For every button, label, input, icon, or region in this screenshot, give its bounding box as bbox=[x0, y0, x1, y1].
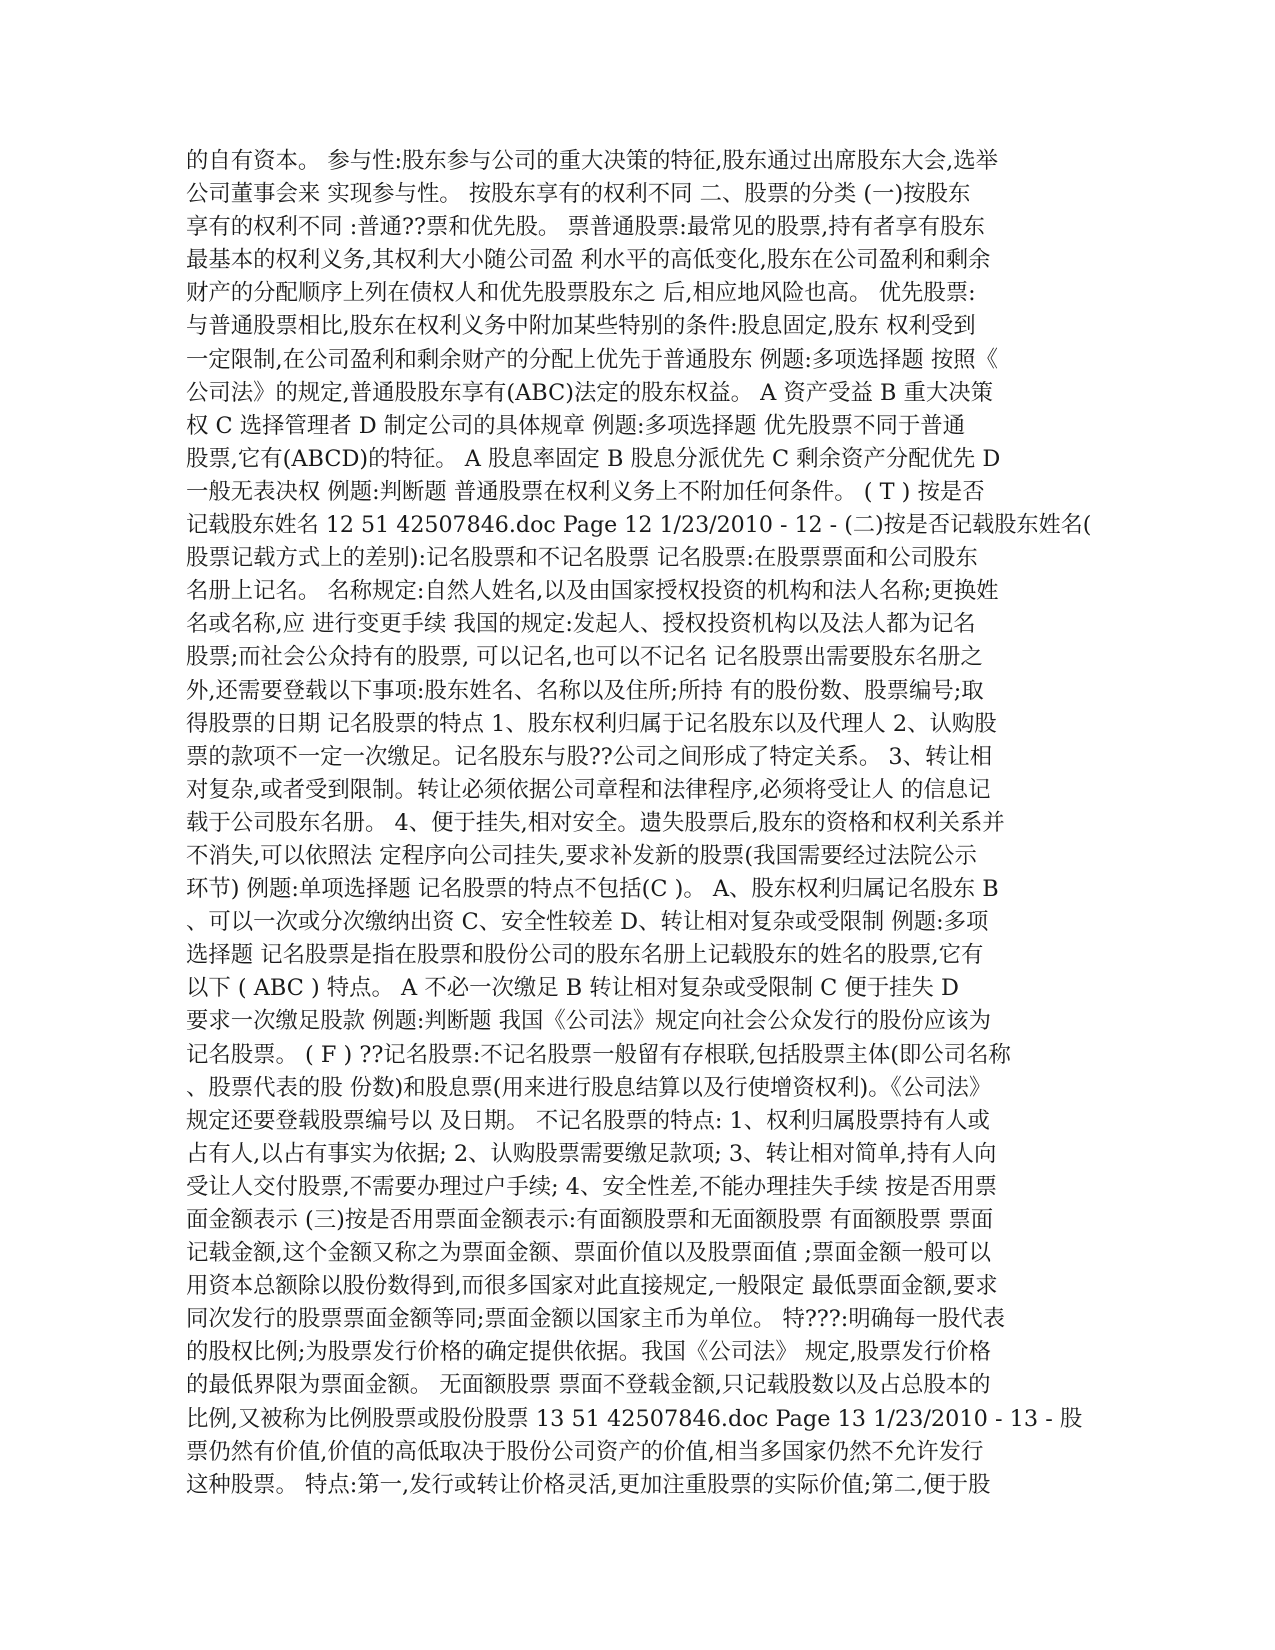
text-line: 这种股票。 特点:第一,发行或转让价格灵活,更加注重股票的实际价值;第二,便于股 bbox=[186, 1471, 991, 1498]
text-line: 票仍然有价值,价值的高低取决于股份公司资产的价值,相当多国家仍然不允许发行 bbox=[186, 1438, 984, 1465]
text-line: 的股权比例;为股票发行价格的确定提供依据。我国《公司法》 规定,股票发行价格 bbox=[186, 1339, 991, 1366]
text-line: 享有的权利不同 :普通??票和优先股。 票普通股票:最常见的股票,持有者享有股东 bbox=[186, 214, 985, 241]
text-line: 公司法》的规定,普通股股东享有(ABC)法定的股东权益。 A 资产受益 B 重大决策 bbox=[186, 379, 994, 406]
text-line: 选择题 记名股票是指在股票和股份公司的股东名册上记载股东的姓名的股票,它有 bbox=[186, 942, 984, 969]
text-line: 权 C 选择管理者 D 制定公司的具体规章 例题:多项选择题 优先股票不同于普通 bbox=[186, 412, 965, 439]
text-line: 最基本的权利义务,其权利大小随公司盈 利水平的高低变化,股东在公司盈利和剩余 bbox=[186, 247, 991, 274]
text-line: 对复杂,或者受到限制。转让必须依据公司章程和法律程序,必须将受让人 的信息记 bbox=[186, 776, 991, 803]
text-line: 得股票的日期 记名股票的特点 1、股东权利归属于记名股东以及代理人 2、认购股 bbox=[186, 710, 997, 737]
text-line: 记载金额,这个金额又称之为票面金额、票面价值以及股票面值 ;票面金额一般可以 bbox=[186, 1240, 991, 1267]
text-line: 的最低界限为票面金额。 无面额股票 票面不登载金额,只记载股数以及占总股本的 bbox=[186, 1372, 991, 1399]
text-line: 股票,它有(ABCD)的特征。 A 股息率固定 B 股息分派优先 C 剩余资产分配优先 D bbox=[186, 445, 1001, 472]
text-line: 与普通股票相比,股东在权利义务中附加某些特别的条件:股息固定,股东 权利受到 bbox=[186, 313, 976, 340]
text-line: 股票记载方式上的差别):记名股票和不记名股票 记名股票:在股票票面和公司股东 bbox=[186, 545, 978, 572]
text-line: 名或名称,应 进行变更手续 我国的规定:发起人、授权投资机构以及法人都为记名 bbox=[186, 611, 976, 638]
text-line: 载于公司股东名册。 4、便于挂失,相对安全。遗失股票后,股东的资格和权利关系并 bbox=[186, 809, 1005, 836]
text-line: 面金额表示 (三)按是否用票面金额表示:有面额股票和无面额股票 有面额股票 票面 bbox=[186, 1207, 994, 1233]
text-line: 规定还要登载股票编号以 及日期。 不记名股票的特点: 1、权利归属股票持有人或 bbox=[186, 1107, 990, 1134]
text-line: 不消失,可以依照法 定程序向公司挂失,要求补发新的股票(我国需要经过法院公示 bbox=[186, 842, 977, 869]
text-line: 记载股东姓名 12 51 42507846.doc Page 12 1/23/2010 - 12 - (二)按是否记载股东姓名( bbox=[186, 512, 1092, 539]
text-line: 同次发行的股票票面金额等同;票面金额以国家主币为单位。 特???:明确每一股代表 bbox=[186, 1306, 1005, 1333]
document-body bbox=[186, 145, 1096, 1502]
text-line: 的自有资本。 参与性:股东参与公司的重大决策的特征,股东通过出席股东大会,选举 bbox=[186, 148, 999, 174]
text-line: 、可以一次或分次缴纳出资 C、安全性较差 D、转让相对复杂或受限制 例题:多项 bbox=[186, 909, 989, 936]
text-line: 财产的分配顺序上列在债权人和优先股票股东之 后,相应地风险也高。 优先股票: bbox=[186, 280, 976, 307]
text-line: 受让人交付股票,不需要办理过户手续; 4、安全性差,不能办理挂失手续 按是否用票 bbox=[186, 1173, 998, 1200]
text-line: 环节) 例题:单项选择题 记名股票的特点不包括(C )。 A、股东权利归属记名股东 B bbox=[186, 876, 999, 903]
text-line: 记名股票。 ( F ) ??记名股票:不记名股票一般留有存根联,包括股票主体(即公司名称 bbox=[186, 1041, 1011, 1068]
text-line: 、股票代表的股 份数)和股息票(用来进行股息结算以及行使增资权利)。《公司法》 bbox=[186, 1074, 992, 1101]
text-line: 以下 ( ABC ) 特点。 A 不必一次缴足 B 转让相对复杂或受限制 C 便于挂失 D bbox=[186, 975, 959, 1002]
text-line: 外,还需要登载以下事项:股东姓名、名称以及住所;所持 有的股份数、股票编号;取 bbox=[186, 677, 984, 704]
text-line: 要求一次缴足股款 例题:判断题 我国《公司法》规定向社会公众发行的股份应该为 bbox=[186, 1008, 991, 1035]
text-line: 公司董事会来 实现参与性。 按股东享有的权利不同 二、股票的分类 (一)按股东 bbox=[186, 181, 971, 208]
text-line: 股票;而社会公众持有的股票, 可以记名,也可以不记名 记名股票出需要股东名册之 bbox=[186, 644, 983, 671]
text-line: 用资本总额除以股份数得到,而很多国家对此直接规定,一般限定 最低票面金额,要求 bbox=[186, 1273, 998, 1300]
text-line: 占有人,以占有事实为依据; 2、认购股票需要缴足款项; 3、转让相对简单,持有人向 bbox=[186, 1140, 997, 1167]
text-line: 比例,又被称为比例股票或股份股票 13 51 42507846.doc Page 13 1/23/2010 - 13 - 股 bbox=[186, 1405, 1083, 1432]
text-line: 名册上记名。 名称规定:自然人姓名,以及由国家授权投资的机构和法人名称;更换姓 bbox=[186, 578, 999, 605]
text-line: 一定限制,在公司盈利和剩余财产的分配上优先于普通股东 例题:多项选择题 按照《 bbox=[186, 346, 999, 373]
text-line: 一般无表决权 例题:判断题 普通股票在权利义务上不附加任何条件。 ( T ) 按是否 bbox=[186, 478, 985, 505]
text-line: 票的款项不一定一次缴足。记名股东与股??公司之间形成了特定关系。 3、转让相 bbox=[186, 743, 993, 770]
